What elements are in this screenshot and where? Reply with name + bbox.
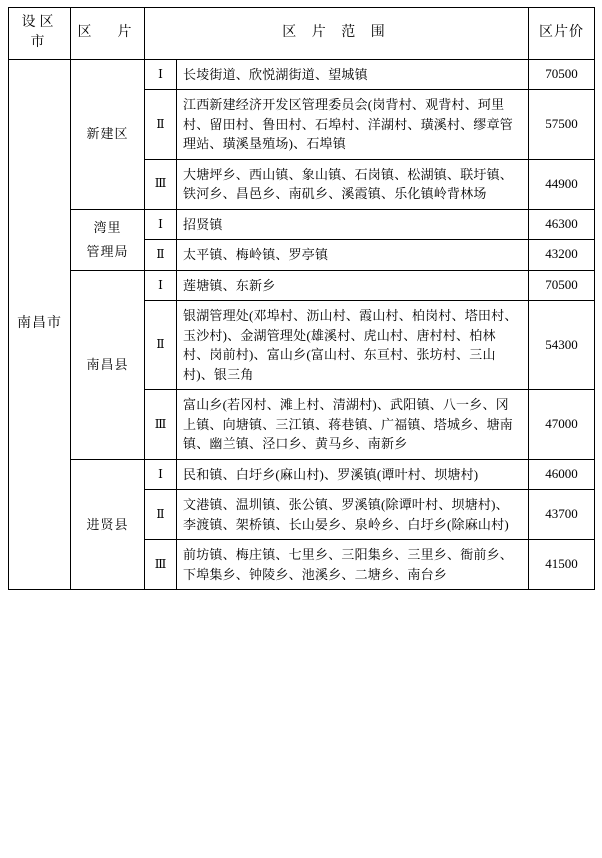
cell-zone: Ⅱ [145, 301, 177, 390]
cell-zone: Ⅰ [145, 459, 177, 490]
table-row [9, 59, 595, 90]
table-row [9, 459, 595, 490]
cell-district: 新建区 [71, 59, 145, 209]
cell-city: 南昌市 [9, 59, 71, 590]
cell-zone: Ⅲ [145, 390, 177, 460]
cell-district: 进贤县 [71, 459, 145, 590]
cell-zone: Ⅱ [145, 240, 177, 271]
table-header-row [9, 8, 595, 60]
cell-range: 莲塘镇、东新乡 [177, 270, 529, 301]
table-row [9, 209, 595, 240]
cell-price: 41500 [529, 540, 595, 590]
cell-range: 富山乡(若冈村、滩上村、清湖村)、武阳镇、八一乡、冈上镇、向塘镇、三江镇、蒋巷镇、广福镇、塔城乡、塘南镇、幽兰镇、泾口乡、黄马乡、南新乡 [177, 390, 529, 460]
cell-price: 43700 [529, 490, 595, 540]
cell-range: 银湖管理处(邓埠村、沥山村、霞山村、柏岗村、塔田村、玉沙村)、金湖管理处(雄溪村、虎山村、唐村村、柏林村、岗前村)、富山乡(富山村、东亘村、张坊村、三山村)、银三角 [177, 301, 529, 390]
cell-district-line1: 湾里 [93, 220, 122, 236]
cell-zone: Ⅰ [145, 270, 177, 301]
column-header-price: 区片价 [529, 8, 595, 60]
cell-price: 54300 [529, 301, 595, 390]
cell-range: 江西新建经济开发区管理委员会(岗背村、观背村、珂里村、留田村、鲁田村、石埠村、洋湖村、璜溪村、缪章管理站、璜溪垦殖场)、石埠镇 [177, 90, 529, 160]
cell-zone: Ⅰ [145, 59, 177, 90]
cell-price: 43200 [529, 240, 595, 271]
cell-price: 46000 [529, 459, 595, 490]
cell-price: 46300 [529, 209, 595, 240]
cell-zone: Ⅲ [145, 159, 177, 209]
table-header [9, 8, 595, 60]
cell-range: 长堎街道、欣悦湖街道、望城镇 [177, 59, 529, 90]
cell-price: 47000 [529, 390, 595, 460]
cell-district: 南昌县 [71, 270, 145, 459]
land-price-zoning-table [8, 7, 595, 590]
cell-district [71, 209, 145, 270]
table-row [9, 270, 595, 301]
column-header-range: 区 片 范 围 [145, 8, 529, 60]
cell-price: 57500 [529, 90, 595, 160]
cell-range: 民和镇、白圩乡(麻山村)、罗溪镇(谭叶村、坝塘村) [177, 459, 529, 490]
cell-range: 文港镇、温圳镇、张公镇、罗溪镇(除谭叶村、坝塘村)、李渡镇、架桥镇、长山晏乡、泉岭乡、白圩乡(除麻山村) [177, 490, 529, 540]
cell-district-line2: 管理局 [86, 243, 129, 259]
column-header-district: 区 片 [71, 8, 145, 60]
cell-zone: Ⅰ [145, 209, 177, 240]
cell-zone: Ⅱ [145, 90, 177, 160]
cell-range: 前坊镇、梅庄镇、七里乡、三阳集乡、三里乡、衙前乡、下埠集乡、钟陵乡、池溪乡、二塘乡、南台乡 [177, 540, 529, 590]
cell-zone: Ⅱ [145, 490, 177, 540]
cell-range: 招贤镇 [177, 209, 529, 240]
cell-range: 太平镇、梅岭镇、罗亭镇 [177, 240, 529, 271]
table-body [9, 59, 595, 590]
cell-zone: Ⅲ [145, 540, 177, 590]
cell-price: 70500 [529, 59, 595, 90]
column-header-city: 设区市 [9, 8, 71, 60]
cell-price: 70500 [529, 270, 595, 301]
cell-price: 44900 [529, 159, 595, 209]
cell-range: 大塘坪乡、西山镇、象山镇、石岗镇、松湖镇、联圩镇、铁河乡、昌邑乡、南矶乡、溪霞镇、乐化镇岭背林场 [177, 159, 529, 209]
